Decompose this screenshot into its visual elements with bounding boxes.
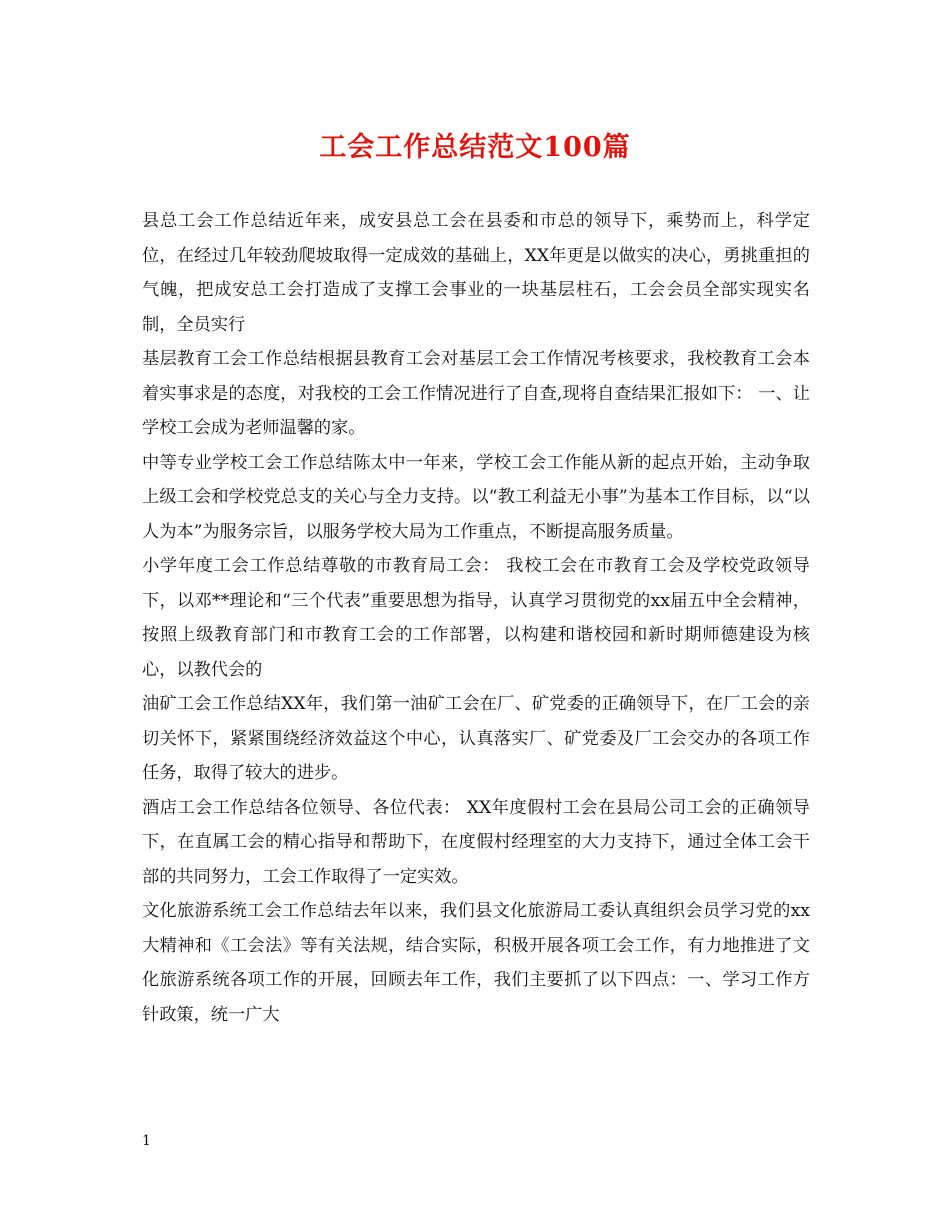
- page-number: 1: [142, 1133, 151, 1149]
- paragraph-primary-school-union: 小学年度工会工作总结尊敬的市教育局工会： 我校工会在市教育工会及学校党政领导下，以邓**理论和“三个代表”重要思想为指导，认真学习贯彻党的xx届五中全会精神，按照上级教育部门和市教育工会的工作部署，以构建和谐校园和新时期师德建设为核心，以教代会的: [142, 556, 810, 680]
- paragraph-hotel-union: 酒店工会工作总结各位领导、各位代表： XX年度假村工会在县局公司工会的正确领导下，在直属工会的精心指导和帮助下，在度假村经理室的大力支持下，通过全体工会干部的共同努力，工会工作取得了一定实效。: [142, 797, 810, 887]
- paragraph-culture-tourism-union: 文化旅游系统工会工作总结去年以来，我们县文化旅游局工委认真组织会员学习党的xx大精神和《工会法》等有关法规，结合实际，积极开展各项工会工作，有力地推进了文化旅游系统各项工作的开展，回顾去年工作，我们主要抓了以下四点：一、学习工作方针政策，统一广大: [142, 901, 810, 1025]
- document-title: 工会工作总结范文100篇: [319, 132, 631, 163]
- paragraph-county-union: 县总工会工作总结近年来，成安县总工会在县委和市总的领导下，乘势而上，科学定位，在经过几年较劲爬坡取得一定成效的基础上，XX年更是以做实的决心，勇挑重担的气魄，把成安总工会打造成了支撑工会事业的一块基层柱石，工会会员全部实现实名制，全员实行: [142, 211, 810, 335]
- paragraph-oil-mine-union: 油矿工会工作总结XX年，我们第一油矿工会在厂、矿党委的正确领导下，在厂工会的亲切关怀下，紧紧围绕经济效益这个中心，认真落实厂、矿党委及厂工会交办的各项工作任务，取得了较大的进步。: [142, 694, 810, 783]
- paragraph-vocational-school-union: 中等专业学校工会工作总结陈太中一年来，学校工会工作能从新的起点开始，主动争取上级工会和学校党总支的关心与全力支持。以“教工利益无小事”为基本工作目标，以“以人为本”为服务宗旨，以服务学校大局为工作重点，不断提高服务质量。: [142, 452, 810, 542]
- document-body: [142, 204, 810, 1032]
- paragraph-grassroots-education-union: 基层教育工会工作总结根据县教育工会对基层工会工作情况考核要求，我校教育工会本着实事求是的态度，对我校的工会工作情况进行了自查,现将自查结果汇报如下： 一、让学校工会成为老师温馨的家。: [142, 349, 810, 438]
